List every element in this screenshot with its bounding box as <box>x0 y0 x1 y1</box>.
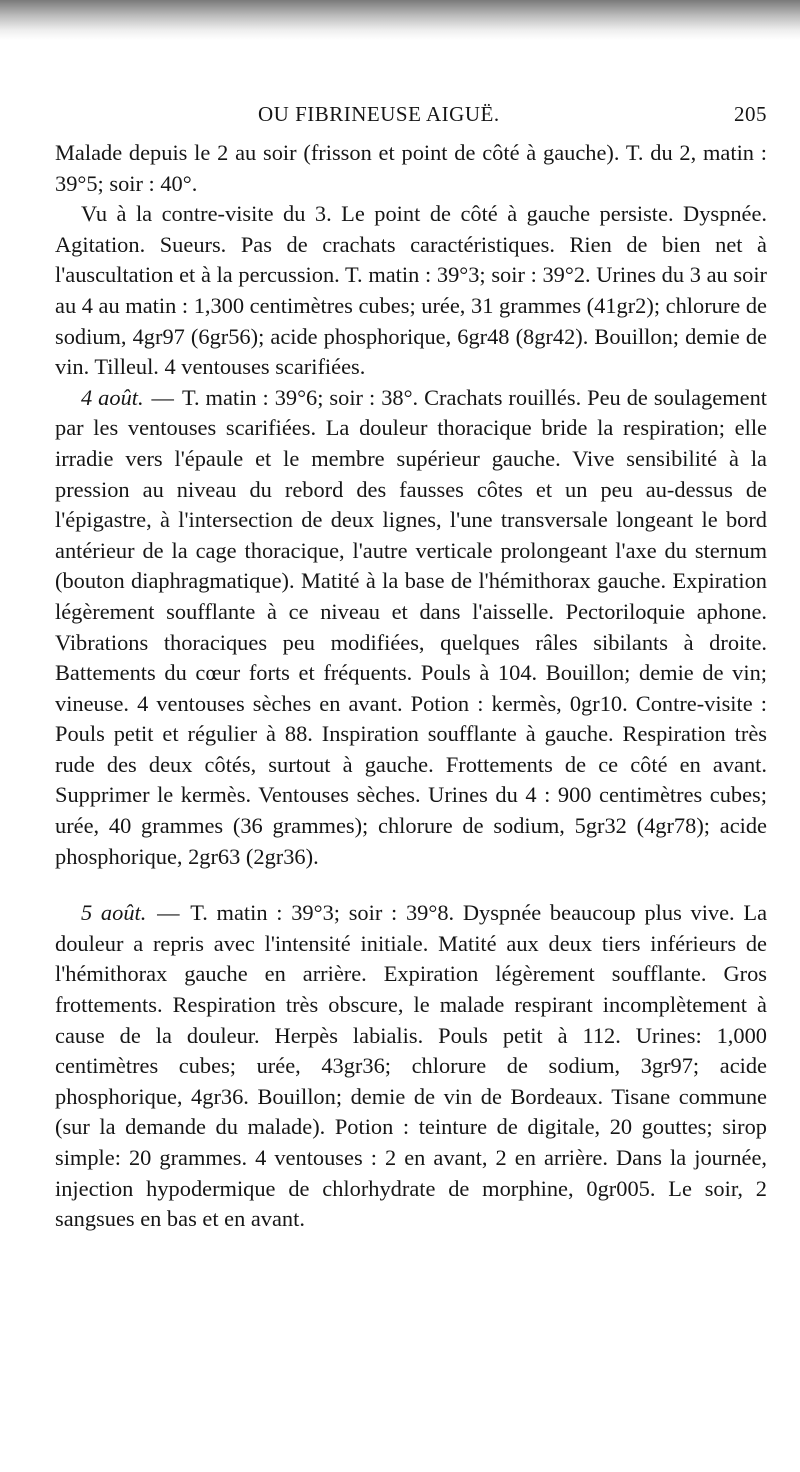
em-dash: — <box>148 900 189 926</box>
em-dash: — <box>145 384 180 410</box>
entry-contre-visite-paragraph: Vu à la contre-visite du 3. Le point de côté à gauche persiste. Dyspnée. Agitation. Sueurs. Pas de crachats caractéristiques. Rien de bien net à l'auscultation et à la percussion. T. matin : 39°3; soir : 39°2. Urines du 3 au soir au 4 au matin : 1,300 centimètres cubes; urée, 31 grammes (41gr2); chlorure de sodium, 4gr97 (6gr56); acide phosphorique, 6gr48 (8gr42). Bouillon; demie de vin. Tilleul. 4 ventouses scarifiées. <box>55 201 767 380</box>
scan-border <box>0 0 800 40</box>
page-number: 205 <box>734 102 767 126</box>
date-label: 4 août. <box>81 384 144 410</box>
book-page <box>55 98 767 1235</box>
entry-text: T. matin : 39°3; soir : 39°8. Dyspnée beaucoup plus vive. La douleur a repris avec l'intensité initiale. Matité aux deux tiers inférieurs de l'hémithorax gauche en arrière. Expiration légèrement soufflante. Gros frottements. Respiration très obscure, le malade respirant incomplètement à cause de la douleur. Herpès labialis. Pouls petit à 112. Urines: 1,000 centimètres cubes; urée, 43gr36; chlorure de sodium, 3gr97; acide phosphorique, 4gr36. Bouillon; demie de vin de Bordeaux. Tisane commune (sur la demande du malade). Potion : teinture de digitale, 20 gouttes; sirop simple: 20 grammes. 4 ventouses : 2 en avant, 2 en arrière. Dans la journée, injection hypodermique de chlorhydrate de morphine, 0gr005. Le soir, 2 sangsues en bas et en avant. <box>55 900 768 1232</box>
entry-text: T. matin : 39°6; soir : 38°. Crachats rouillés. Peu de soulagement par les ventouses scarifiées. La douleur thoracique bride la respiration; elle irradie vers l'épaule et le membre supérieur gauche. Vive sensibilité à la pression au niveau du rebord des fausses côtes et un peu au-dessus de l'épigastre, à l'intersection de deux lignes, l'une transversale longeant le bord antérieur de la cage thoracique, l'autre verticale prolongeant l'axe du sternum (bouton diaphragmatique). Matité à la base de l'hémithorax gauche. Expiration légèrement soufflante à ce niveau et dans l'aisselle. Pectoriloquie aphone. Vibrations thoraciques peu modifiées, quelques râles sibilants à droite. Battements du cœur forts et fréquents. Pouls à 104. Bouillon; demie de vin; vineuse. 4 ventouses sèches en avant. Potion : kermès, 0gr10. Contre-visite : Pouls petit et régulier à 88. Inspiration soufflante à gauche. Respiration très rude des deux côtés, surtout à gauche. Frottements de ce côté en avant. Supprimer le kermès. Ventouses sèches. Urines du 4 : 900 centimètres cubes; urée, 40 grammes (36 grammes); chlorure de sodium, 5gr32 (4gr78); acide phosphorique, 2gr63 (2gr36). <box>55 384 767 869</box>
running-header <box>55 98 767 138</box>
entry-block-1 <box>55 138 767 383</box>
entry-intro-paragraph: Malade depuis le 2 au soir (frisson et point de côté à gauche). T. du 2, matin : 39°5; soir : 40°. <box>55 140 767 196</box>
entry-5-aout <box>55 898 767 1235</box>
running-title: OU FIBRINEUSE AIGUË. <box>258 102 500 126</box>
date-label: 5 août. <box>81 900 147 926</box>
entry-4-aout <box>55 383 767 873</box>
